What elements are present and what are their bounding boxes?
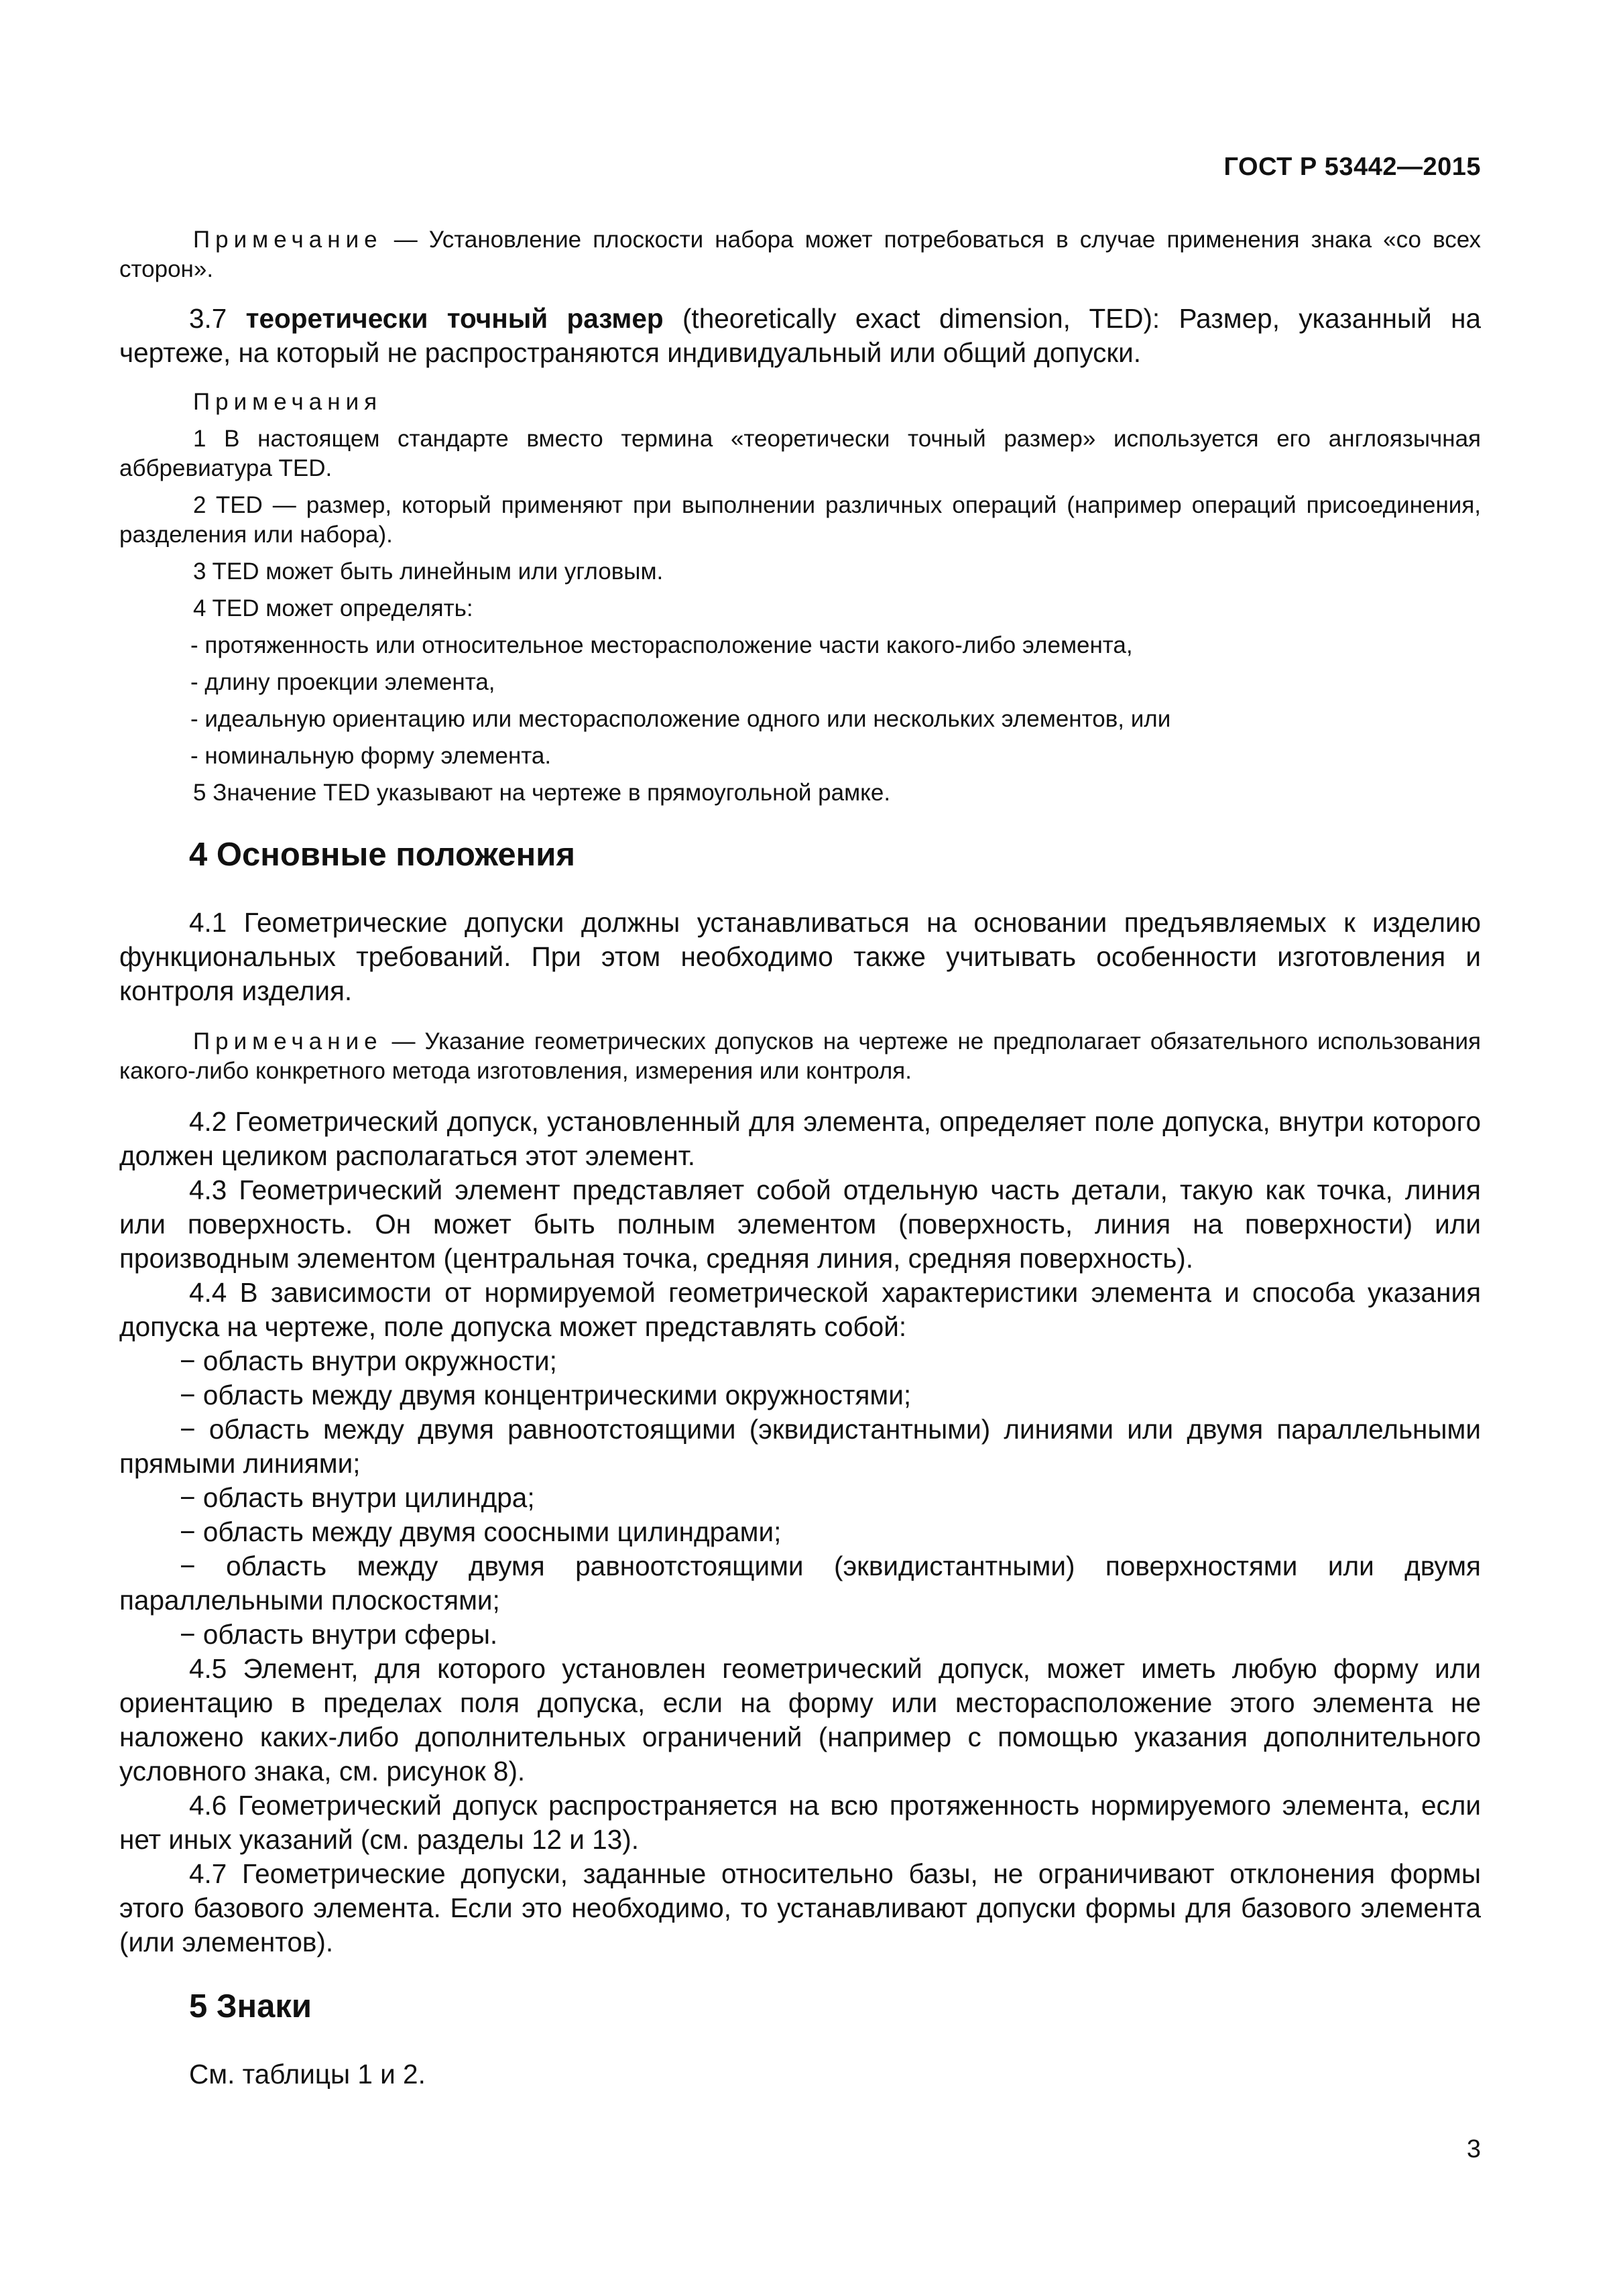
notes-heading xyxy=(119,387,1481,417)
tolerance-zone-item: − область между двумя соосными цилиндрами; xyxy=(180,1516,782,1547)
definition-number: 3.7 xyxy=(189,303,246,334)
tolerance-zone-item: − область внутри сферы. xyxy=(180,1619,498,1650)
note-4-item: - идеальную ориентацию или месторасположение одного или нескольких элементов, или xyxy=(190,706,1171,732)
definition-term: теоретически точный размер xyxy=(245,303,664,334)
tolerance-zone-item: − область между двумя равноотстоящими (эквидистантными) поверхностями или двумя параллельными плоскостями; xyxy=(119,1551,1481,1616)
note-label: Примечание xyxy=(193,227,383,253)
paragraph-4-2: 4.2 Геометрический допуск, установленный для элемента, определяет поле допуска, внутри которого должен целиком располагаться этот элемент. xyxy=(119,1106,1481,1171)
section-5-heading: 5 Знаки xyxy=(189,1988,312,2025)
note-text: — Установление плоскости набора может потребоваться в случае применения знака «со всех сторон». xyxy=(119,227,1481,282)
section-4-heading: 4 Основные положения xyxy=(189,837,575,873)
note-1: 1 В настоящем стандарте вместо термина «теоретически точный размер» используется его англоязычная аббревиатура TED. xyxy=(119,426,1481,481)
definition-3-7 xyxy=(119,302,1481,370)
note-4-item: - длину проекции элемента, xyxy=(190,669,495,695)
tolerance-zone-item: − область внутри окружности; xyxy=(180,1345,557,1376)
paragraph-4-3: 4.3 Геометрический элемент представляет собой отдельную часть детали, такую как точка, линия или поверхность. Он может быть полным элементом (поверхность, линия на поверхности) или производным элементом (центральная точка, средняя линия, средняя поверхность). xyxy=(119,1174,1481,1274)
note-4: 4 TED может определять: xyxy=(193,595,473,621)
paragraph-4-6: 4.6 Геометрический допуск распространяется на всю протяженность нормируемого элемента, если нет иных указаний (см. разделы 12 и 13). xyxy=(119,1790,1481,1855)
document-id-header: ГОСТ Р 53442—2015 xyxy=(1223,153,1481,181)
note-3: 3 TED может быть линейным или угловым. xyxy=(193,558,664,585)
paragraph-5: См. таблицы 1 и 2. xyxy=(189,2059,426,2090)
definition-text: (theoretically exact dimension, TED): Размер, указанный на чертеже, на который не распространяются индивидуальный или общий допуски. xyxy=(119,303,1481,368)
paragraph-4-7: 4.7 Геометрические допуски, заданные относительно базы, не ограничивают отклонения формы этого базового элемента. Если это необходимо, то устанавливают допуски формы для базового элемента (или элементов). xyxy=(119,1858,1481,1957)
tolerance-zone-item: − область между двумя концентрическими окружностями; xyxy=(180,1380,912,1410)
paragraph-4-4: 4.4 В зависимости от нормируемой геометрической характеристики элемента и способа указания допуска на чертеже, поле допуска может представлять собой: xyxy=(119,1277,1481,1342)
note-5: 5 Значение TED указывают на чертеже в прямоугольной рамке. xyxy=(193,780,891,806)
note-4-1 xyxy=(119,1027,1481,1086)
notes-label: Примечания xyxy=(193,389,383,415)
note-2: 2 TED — размер, который применяют при выполнении различных операций (например операций присоединения, разделения или набора). xyxy=(119,492,1481,548)
paragraph-4-1: 4.1 Геометрические допуски должны устанавливаться на основании предъявляемых к изделию функциональных требований. При этом необходимо также учитывать особенности изготовления и контроля изделия. xyxy=(119,907,1481,1006)
note-label: Примечание xyxy=(193,1028,383,1054)
tolerance-zone-item: − область внутри цилиндра; xyxy=(180,1482,535,1513)
document-body xyxy=(119,225,1481,2092)
note-text: — Указание геометрических допусков на чертеже не предполагает обязательного использования какого-либо конкретного метода изготовления, измерения или контроля. xyxy=(119,1028,1481,1084)
note-4-item: - номинальную форму элемента. xyxy=(190,743,552,769)
paragraph-4-5: 4.5 Элемент, для которого установлен геометрический допуск, может иметь любую форму или ориентацию в пределах поля допуска, если на форму или месторасположение этого элемента не наложено каких-либо дополнительных ограничений (например с помощью указания дополнительного условного знака, см. рисунок 8). xyxy=(119,1653,1481,1787)
page-number: 3 xyxy=(1466,2135,1481,2163)
tolerance-zone-item: − область между двумя равноотстоящими (эквидистантными) линиями или двумя параллельными прямыми линиями; xyxy=(119,1414,1481,1479)
note-4-item: - протяженность или относительное месторасположение части какого-либо элемента, xyxy=(190,632,1133,658)
note-intro xyxy=(119,225,1481,284)
